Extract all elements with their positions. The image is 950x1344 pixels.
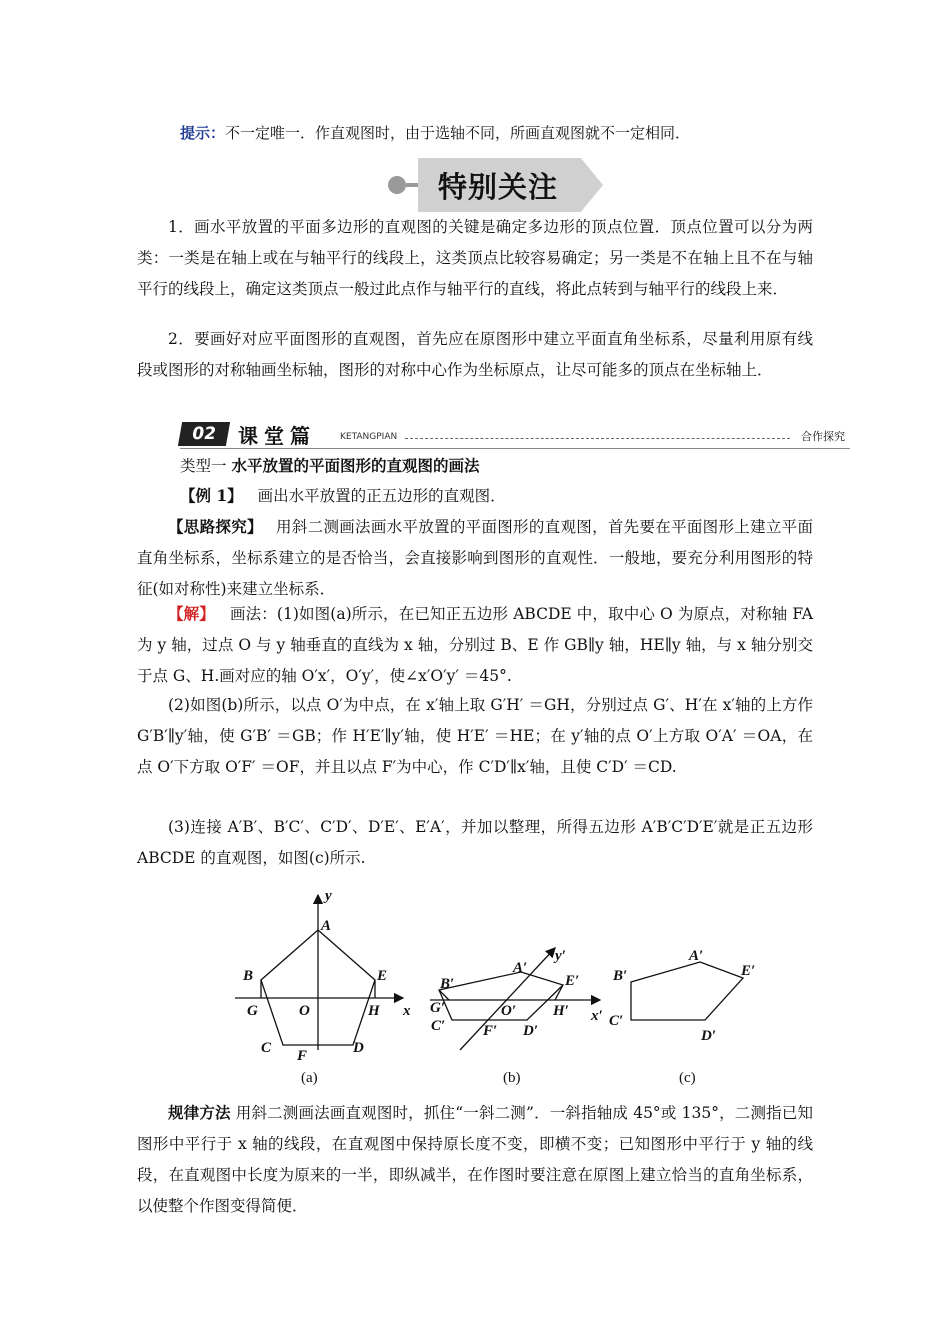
example-label: 【例 1】 [180,486,243,505]
label-D-prime-b: D′ [523,1023,539,1039]
label-B: B [243,968,254,984]
label-D: D [353,1040,364,1056]
type1-heading [180,450,820,482]
note-2: 2．要画好对应平面图形的直观图，首先应在原图形中建立平面直角坐标系，尽量利用原有线段或图形的对称轴画坐标轴，图形的对称中心作为坐标原点，让尽可能多的顶点在坐标轴上． [137,330,813,379]
hint-paragraph [180,118,820,149]
label-A: A [321,918,332,934]
label-F: F [297,1048,308,1064]
figure-pentagon-diagrams [225,880,765,1090]
label-D-prime-c: D′ [701,1028,717,1044]
method-label: 规律方法 [168,1103,231,1122]
solution-p1-text: 画法：(1)如图(a)所示，在已知正五边形 ABCDE 中，取中心 O 为原点，对称轴 FA 为 y 轴，过点 O 与 y 轴垂直的直线为 x 轴，分别过 B、E 作 GB∥y 轴，HE∥y 轴，与 x 轴分别交于点 G、H.画对应的轴 O′x′，O′y′，使∠x′O′y′ ＝45°. [137,605,813,685]
note-1: 1．画水平放置的平面多边形的直观图的关键是确定多边形的顶点位置．顶点位置可以分为两类：一类是在轴上或在与轴平行的线段上，这类顶点比较容易确定；另一类是不在轴上且不在与轴平行的线段上，确定这类顶点一般过此点作与轴平行的直线，将此点转到与轴平行的线段上来． [137,218,813,298]
section-en: KETANGPIAN [340,432,398,442]
label-G: G [247,1003,258,1019]
label-B-prime-c: B′ [613,968,628,984]
idea-label: 【思路探究】 [168,517,263,536]
label-C-prime-c: C′ [609,1013,624,1029]
section-dash [405,438,790,439]
label-A-prime-b: A′ [513,960,528,976]
section-right-label: 合作探究 [801,430,845,443]
label-x: x [403,1003,411,1019]
hint-text: 不一定唯一．作直观图时，由于选轴不同，所画直观图就不一定相同． [225,124,691,142]
example-text: 画出水平放置的正五边形的直观图． [257,487,506,505]
section-badge: 02 [178,422,230,446]
section-header [180,420,850,450]
label-O: O [299,1003,310,1019]
banner-dot-icon [388,176,406,194]
method-text: 用斜二测画法画直观图时，抓住“一斜二测”．一斜指轴成 45°或 135°，二测指已知图形中平行于 x 轴的线段，在直观图中保持原长度不变，即横不变；已知图形中平行于 y 轴的线段，在直观图中长度为原来的一半，即纵减半，在作图时要注意在原图上建立恰当的直角坐标系，以使整个作图变得简便． [137,1104,813,1215]
solution-p3: (3)连接 A′B′、B′C′、C′D′、D′E′、E′A′，并加以整理，所得五边形 A′B′C′D′E′就是正五边形 ABCDE 的直观图，如图(c)所示. [137,818,813,867]
idea-paragraph [137,511,813,605]
hint-label: 提示： [180,124,226,142]
label-A-prime-c: A′ [689,948,704,964]
type1-label: 类型一 [180,457,227,475]
solution-label: 【解】 [168,604,215,623]
label-E: E [377,968,388,984]
type1-title: 水平放置的平面图形的直观图的画法 [231,456,480,475]
label-H: H [368,1003,380,1019]
section-name: 课堂篇 [238,424,316,448]
label-B-prime-b: B′ [440,976,455,992]
caption-a: (a) [301,1070,318,1086]
example-1 [180,480,820,512]
label-y: y [325,888,332,904]
label-C: C [261,1040,272,1056]
idea-text: 用斜二测画法画水平放置的平面图形的直观图，首先要在平面图形上建立平面直角坐标系，坐标系建立的是否恰当，会直接影响到图形的直观性．一般地，要充分利用图形的特征(如对称性)来建立坐标系． [137,518,813,598]
section-underline [180,448,850,449]
label-G-prime: G′ [430,1000,446,1016]
label-E-prime-c: E′ [741,963,756,979]
label-O-prime: O′ [501,1003,517,1019]
caption-c: (c) [679,1070,696,1086]
label-H-prime: H′ [553,1003,569,1019]
banner-title: 特别关注 [438,170,559,204]
label-C-prime-b: C′ [431,1018,446,1034]
label-y-prime: y′ [555,948,566,964]
label-F-prime: F′ [483,1023,498,1039]
solution-p2: (2)如图(b)所示，以点 O′为中点，在 x′轴上取 G′H′ ＝GH，分别过点 G′、H′在 x′轴的上方作 G′B′∥y′轴，使 G′B′ ＝GB；作 H′E′∥y′轴，使 H′E′ ＝HE；在 y′轴的点 O′上方取 O′A′ ＝OA，在点 O′下方取 O′F′ ＝OF，并且以点 F′为中心，作 C′D′∥x′轴，且使 C′D′ ＝CD. [137,696,813,776]
special-attention-banner [388,158,603,212]
label-x-prime: x′ [591,1008,603,1024]
method-paragraph [137,1097,813,1222]
label-E-prime-b: E′ [565,973,580,989]
banner-connector [406,183,420,187]
solution-p1 [137,598,813,692]
caption-b: (b) [503,1070,521,1086]
